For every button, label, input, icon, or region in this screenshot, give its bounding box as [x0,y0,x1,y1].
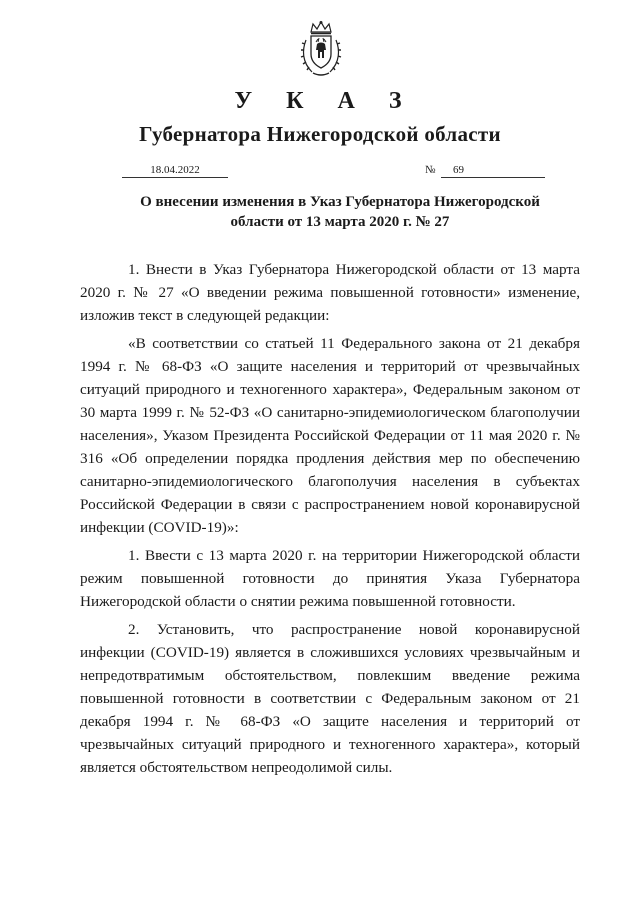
document-date: 18.04.2022 [122,163,228,178]
document-number-label: № [425,164,436,176]
subject-line: О внесении изменения в Указ Губернатора Нижегородской [140,194,540,210]
body-paragraph: 2. Установить, что распространение новой коронавирусной инфекции (COVID-19) является в сложившихся условиях чрезвычайным и непредотвратимым обстоятельством, повлекшим введение режима повышенной готовности в соответствии с Федеральным законом от 21 декабря 1994 г. № 68-ФЗ «О защите населения и территорий от чрезвычайных ситуаций природного и техногенного характера», который является обстоятельством непреодолимой силы. [80,621,580,776]
document-body [80,258,580,784]
body-paragraph: 1. Ввести с 13 марта 2020 г. на территории Нижегородской области режим повышенной готовности до принятия Указа Губернатора Нижегородской области о снятии режима повышенной готовности. [80,547,580,610]
body-paragraph: 1. Внести в Указ Губернатора Нижегородской области от 13 марта 2020 г. № 27 «О введении режима повышенной готовности» изменение, изложив текст в следующей редакции: [80,261,580,324]
document-number: 69 [441,163,545,178]
issuing-authority: Губернатора Нижегородской области [139,122,501,146]
body-paragraph: «В соответствии со статьей 11 Федерального закона от 21 декабря 1994 г. № 68-ФЗ «О защите населения и территорий от чрезвычайных ситуаций природного и техногенного характера», Федеральным законом от 30 марта 1999 г. № 52-ФЗ «О санитарно-эпидемиологическом благополучии населения», Указом Президента Российской Федерации от 11 мая 2020 г. № 316 «Об определении порядка продления действия мер по обеспечению санитарно-эпидемиологического благополучия населения в субъектах Российской Федерации в связи с распространением новой коронавирусной инфекции (COVID-19)»: [80,335,580,536]
document-type-title: У К А З [234,88,416,114]
subject-line: области от 13 марта 2020 г. № 27 [230,214,450,230]
document-subject [120,192,560,232]
coat-of-arms-icon [300,20,342,78]
